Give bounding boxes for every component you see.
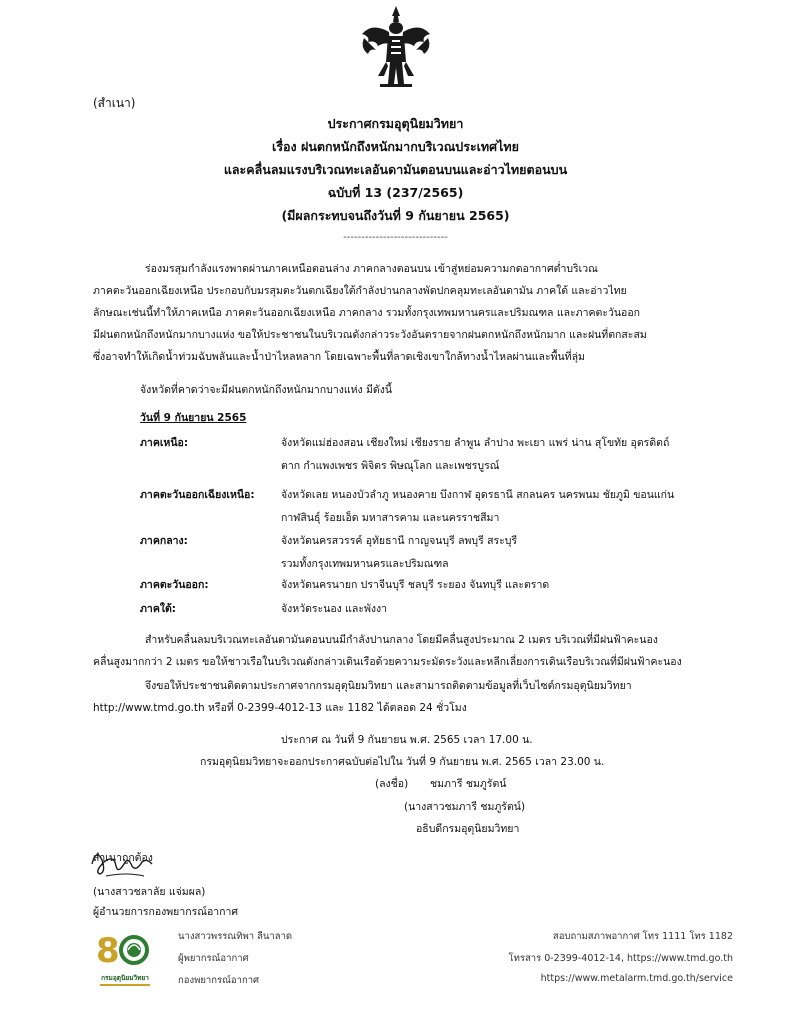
tmd-80th-anniversary-logo [92,928,158,990]
region-provinces-line: ตาก กำแพงเพชร พิจิตร พิษณุโลก และเพชรบูรณ์ [281,460,500,472]
region-provinces-line: รวมทั้งกรุงเทพมหานครและปริมณฑล [281,558,449,570]
region-name-northeast: ภาคตะวันออกเฉียงเหนือ: [140,489,255,501]
signatory-position: อธิบดีกรมอุตุนิยมวิทยา [416,823,520,835]
forecaster-title: ผู้พยากรณ์อากาศ [178,953,249,964]
region-name-central: ภาคกลาง: [140,535,188,547]
certifier-position: ผู้อำนวยการกองพยากรณ์อากาศ [93,906,239,918]
fax-contact: โทรสาร 0-2399-4012-14, https://www.tmd.go.th [508,953,733,964]
paragraph-synopsis [93,258,713,368]
signatory-name: (นางสาวชมภารี ชมภูรัตน์) [404,801,526,813]
paragraph-line: ซึ่งอาจทำให้เกิดน้ำท่วมฉับพลันและน้ำป่าไหลหลาก โดยเฉพาะพื้นที่ลาดเชิงเขาใกล้ทางน้ำไหลผ่านและพื้นที่ลุ่ม [93,351,585,363]
region-provinces-line: จังหวัดเลย หนองบัวลำภู หนองคาย บึงกาฬ อุดรธานี สกลนคร นครพนม ชัยภูมิ ขอนแก่น [281,489,675,501]
region-name-north: ภาคเหนือ: [140,437,189,449]
region-provinces-line: จังหวัดนครนายก ปราจีนบุรี ชลบุรี ระยอง จันทบุรี และตราด [281,579,550,591]
certifier-name: (นางสาวชลาลัย แจ่มผล) [93,886,206,898]
division-name: กองพยากรณ์อากาศ [178,975,260,986]
announcement-title: ประกาศกรมอุตุนิยมวิทยา [327,116,464,131]
region-provinces-line: จังหวัดแม่ฮ่องสอน เชียงใหม่ เชียงราย ลำพูน ลำปาง พะเยา แพร่ น่าน สุโขทัย อุตรดิตถ์ [281,437,670,449]
paragraph-line: ลักษณะเช่นนี้ทำให้ภาคเหนือ ภาคตะวันออกเฉียงเหนือ ภาคกลาง รวมทั้งกรุงเทพมหานครและปริมณฑล และภาคตะวันออก [93,307,641,319]
paragraph-line: สำหรับคลื่นลมบริเวณทะเลอันดามันตอนบนมีกำลังปานกลาง โดยมีคลื่นสูงประมาณ 2 เมตร บริเวณที่มีฝนฟ้าคะนอง [145,634,658,646]
handwritten-signature-icon [86,842,166,884]
logo-text: กรมอุตุนิยมวิทยา [101,974,149,982]
region-name-south: ภาคใต้: [140,603,176,615]
paragraph-line: ภาคตะวันออกเฉียงเหนือ ประกอบกับมรสุมตะวันตกเฉียงใต้กำลังปานกลางพัดปกคลุมทะเลอันดามัน ภาคใต้ และอ่าวไทย [93,285,627,297]
forecaster-name: นางสาวพรรณทิพา ลีนาลาด [178,931,293,942]
divider: ----------------------------- [343,232,448,243]
paragraph-line: http://www.tmd.go.th หรือที่ 0-2399-4012-13 และ 1182 ได้ตลอด 24 ชั่วโมง [93,702,467,714]
region-provinces-line: จังหวัดระนอง และพังงา [281,603,388,615]
subject-line-2: และคลื่นลมแรงบริเวณทะเลอันดามันตอนบนและอ่าวไทยตอนบน [223,162,568,177]
phone-contact: สอบถามสภาพอากาศ โทร 1111 โทร 1182 [552,931,733,942]
region-name-east: ภาคตะวันออก: [140,579,209,591]
copy-label: (สำเนา) [93,96,136,110]
paragraph-line: มีฝนตกหนักถึงหนักมากบางแห่ง ขอให้ประชาชนในบริเวณดังกล่าวระวังอันตรายจากฝนตกหนักถึงหนักมาก และฝนที่ตกสะสม [93,329,647,341]
paragraph-line: จึงขอให้ประชาชนติดตามประกาศจากกรมอุตุนิยมวิทยา และสามารถติดตามข้อมูลที่เว็บไซต์กรมอุตุนิยมวิทยา [145,680,632,692]
svg-text:8: 8 [96,931,120,971]
provinces-intro: จังหวัดที่คาดว่าจะมีฝนตกหนักถึงหนักมากบางแห่ง มีดังนี้ [140,384,393,396]
announced-datetime: ประกาศ ณ วันที่ 9 กันยายน พ.ศ. 2565 เวลา 17.00 น. [281,734,533,746]
paragraph-line: ร่องมรสุมกำลังแรงพาดผ่านภาคเหนือตอนล่าง ภาคกลางตอนบน เข้าสู่หย่อมความกดอากาศต่ำบริเวณ [145,263,598,275]
service-link[interactable]: https://www.metalarm.tmd.go.th/service [540,973,733,984]
subject-line-1: เรื่อง ฝนตกหนักถึงหนักมากบริเวณประเทศไทย [272,139,519,154]
garuda-emblem-icon [358,4,434,90]
issue-number: ฉบับที่ 13 (237/2565) [327,185,464,200]
effective-date: (มีผลกระทบจนถึงวันที่ 9 กันยายน 2565) [281,208,510,223]
paragraph-followup [93,675,713,719]
certified-copy-label: สำเนาถูกต้อง [93,852,153,864]
region-provinces-line: จังหวัดนครสวรรค์ อุทัยธานี กาญจนบุรี ลพบุรี สระบุรี [281,535,518,547]
region-provinces-line: กาฬสินธุ์ ร้อยเอ็ด มหาสารคาม และนครราชสีมา [281,512,500,524]
signed-label: (ลงชื่อ) [375,778,409,790]
next-issue-datetime: กรมอุตุนิยมวิทยาจะออกประกาศฉบับต่อไปใน วันที่ 9 กันยายน พ.ศ. 2565 เวลา 23.00 น. [200,756,605,768]
paragraph-line: คลื่นสูงมากกว่า 2 เมตร ขอให้ชาวเรือในบริเวณดังกล่าวเดินเรือด้วยความระมัดระวังและหลีกเลี่ยงการเดินเรือบริเวณที่มีฝนฟ้าคะนอง [93,656,682,668]
date-heading: วันที่ 9 กันยายน 2565 [140,412,247,424]
signed-name: ชมภารี ชมภูรัตน์ [430,778,507,790]
paragraph-wave [93,629,713,673]
